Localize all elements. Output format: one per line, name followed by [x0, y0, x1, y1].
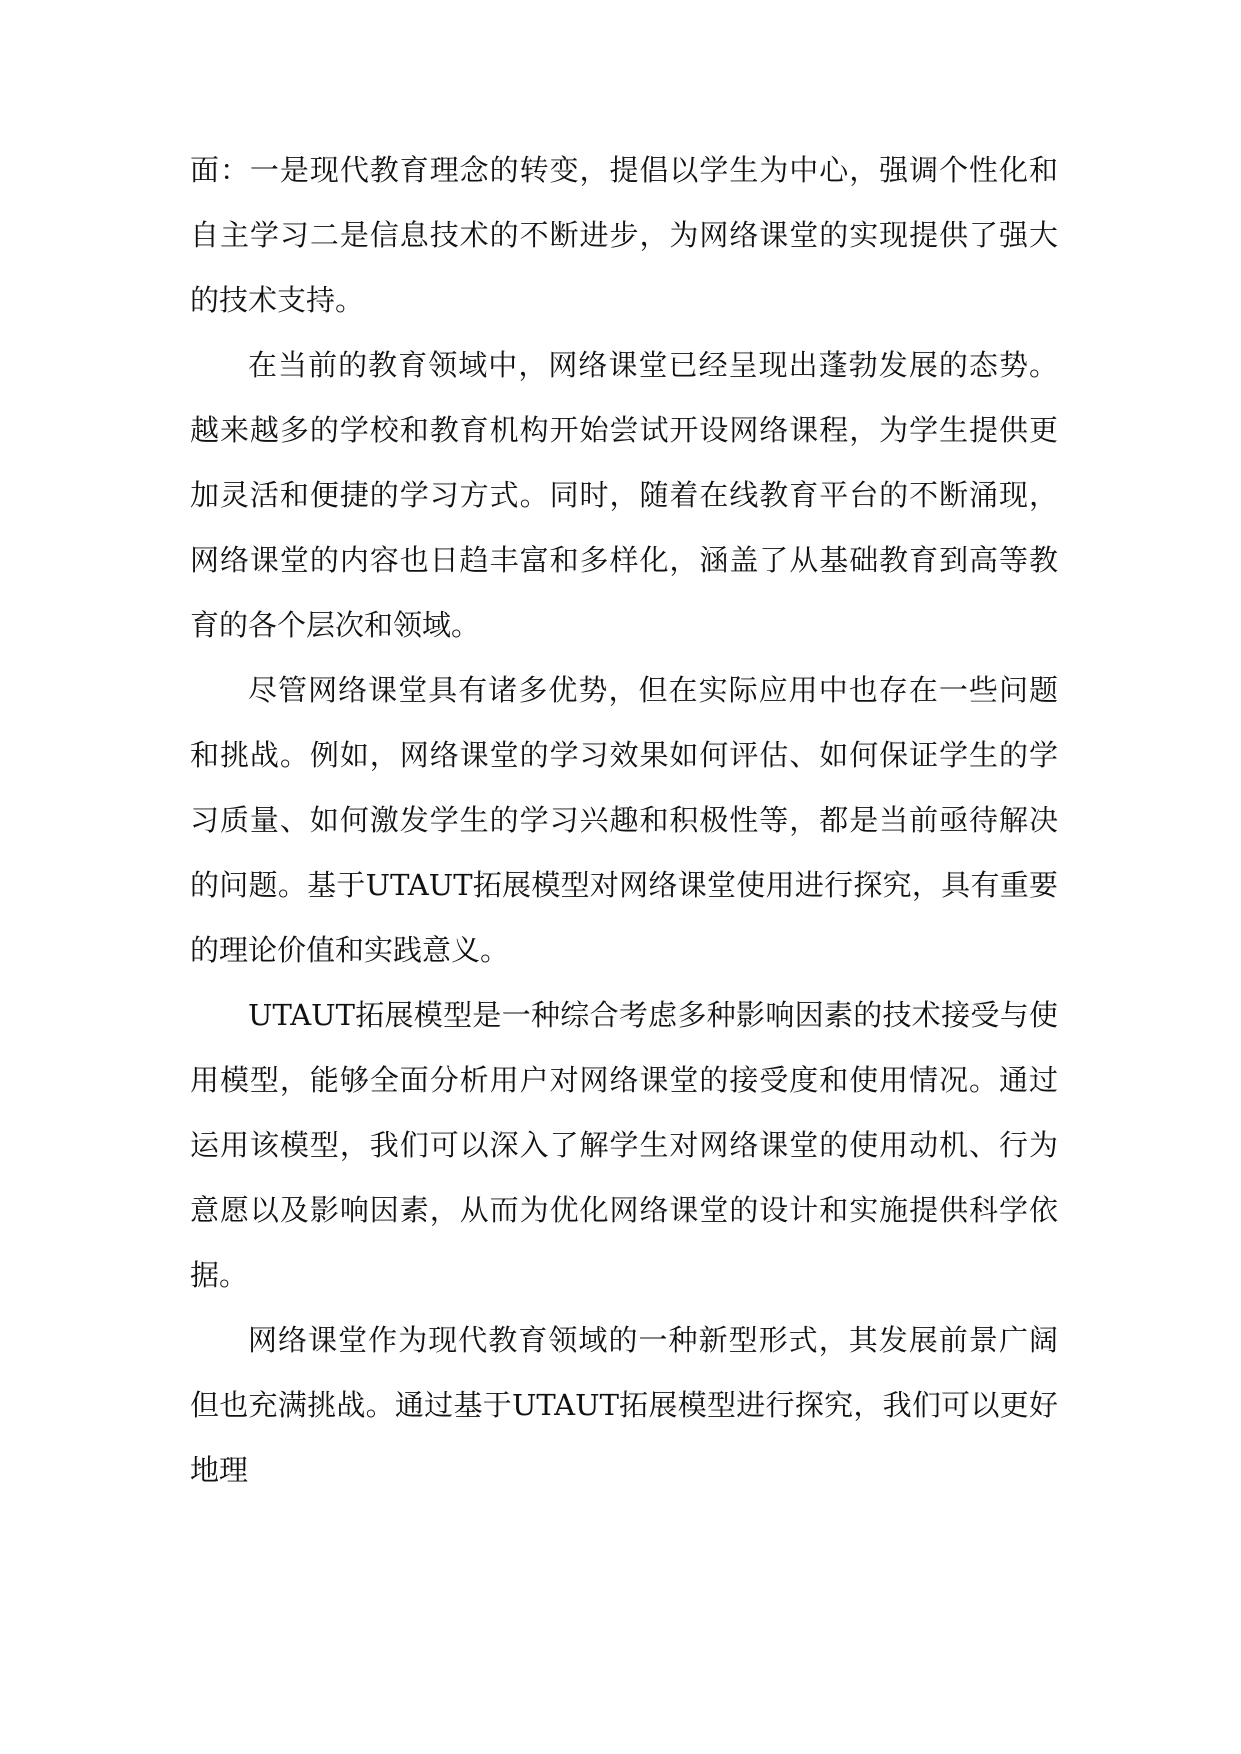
paragraph-4: UTAUT拓展模型是一种综合考虑多种影响因素的技术接受与使用模型，能够全面分析用户对网络课堂的接受度和使用情况。通过运用该模型，我们可以深入了解学生对网络课堂的使用动机、行为意愿以及影响因素，从而为优化网络课堂的设计和实施提供科学依据。	[190, 998, 1058, 1292]
document-body	[190, 138, 1058, 1503]
paragraph-1: 面：一是现代教育理念的转变，提倡以学生为中心，强调个性化和自主学习二是信息技术的不断进步，为网络课堂的实现提供了强大的技术支持。	[190, 153, 1058, 317]
paragraph-5: 网络课堂作为现代教育领域的一种新型形式，其发展前景广阔但也充满挑战。通过基于UTAUT拓展模型进行探究，我们可以更好地理	[190, 1323, 1058, 1487]
paragraph-2: 在当前的教育领域中，网络课堂已经呈现出蓬勃发展的态势。越来越多的学校和教育机构开始尝试开设网络课程，为学生提供更加灵活和便捷的学习方式。同时，随着在线教育平台的不断涌现，网络课堂的内容也日趋丰富和多样化，涵盖了从基础教育到高等教育的各个层次和领域。	[190, 348, 1058, 642]
paragraph-3: 尽管网络课堂具有诸多优势，但在实际应用中也存在一些问题和挑战。例如，网络课堂的学习效果如何评估、如何保证学生的学习质量、如何激发学生的学习兴趣和积极性等，都是当前亟待解决的问题。基于UTAUT拓展模型对网络课堂使用进行探究，具有重要的理论价值和实践意义。	[190, 673, 1058, 967]
